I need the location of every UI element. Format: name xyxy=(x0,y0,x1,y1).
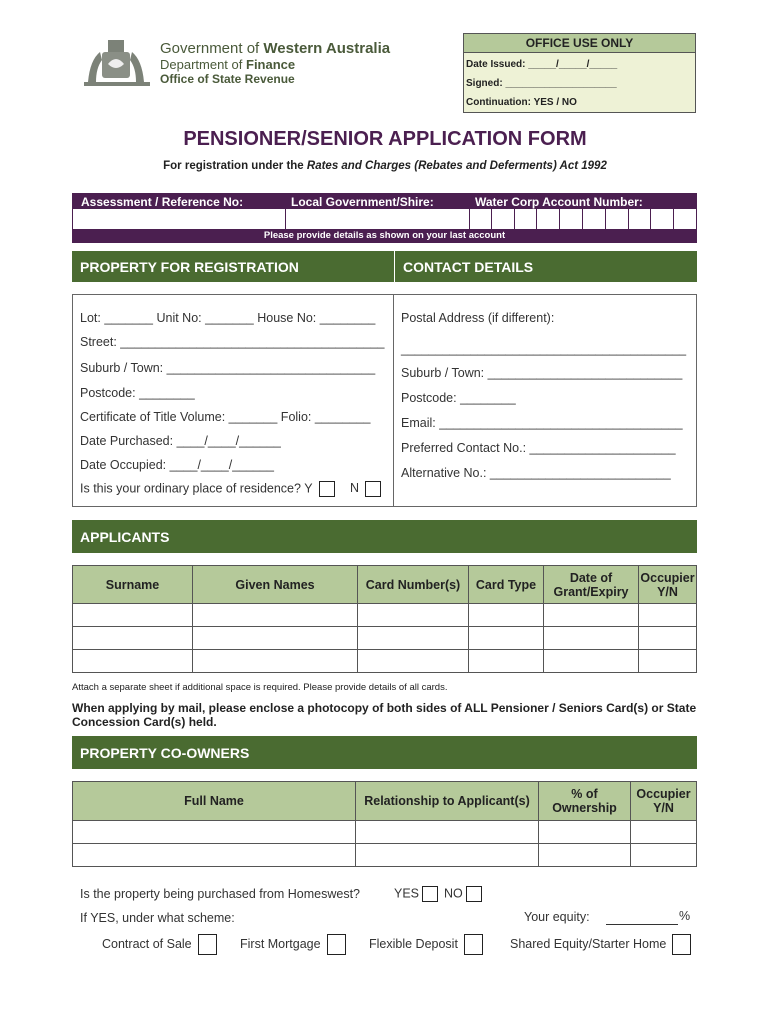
continuation-field[interactable]: Continuation: YES / NO xyxy=(466,97,577,108)
account-note: Please provide details as shown on your last account xyxy=(73,229,696,242)
signed-field[interactable]: Signed: ____________________ xyxy=(466,78,617,89)
applicants-heading: APPLICANTS xyxy=(72,520,697,553)
table-row[interactable] xyxy=(73,604,697,627)
scheme-contract-of-sale: Contract of Sale xyxy=(102,934,217,955)
local-gov-label: Local Government/Shire: xyxy=(291,195,434,209)
preferred-contact-field[interactable]: Preferred Contact No.: _____________________ xyxy=(401,441,676,455)
email-field[interactable]: Email: ___________________________________ xyxy=(401,416,683,430)
col-given-names: Given Names xyxy=(193,566,358,604)
department-name: Department of Finance xyxy=(160,57,296,72)
flexible-deposit-checkbox[interactable] xyxy=(464,934,483,955)
date-occupied-field[interactable]: Date Occupied: ____/____/______ xyxy=(80,458,274,472)
certificate-title-field[interactable]: Certificate of Title Volume: _______ Folio: ________ xyxy=(80,410,371,424)
col-coowner-occupier: Occupier Y/N xyxy=(631,782,697,821)
coowners-table xyxy=(72,781,697,867)
scheme-flexible-deposit: Flexible Deposit xyxy=(369,934,483,955)
office-use-box xyxy=(463,33,696,113)
alternative-contact-field[interactable]: Alternative No.: __________________________ xyxy=(401,466,671,480)
applicants-note: Attach a separate sheet if additional space is required. Please provide details of all cards. xyxy=(72,682,448,693)
property-postcode-field[interactable]: Postcode: ________ xyxy=(80,386,195,400)
account-section xyxy=(72,193,697,243)
form-title: PENSIONER/SENIOR APPLICATION FORM xyxy=(183,128,587,150)
equity-percent: % xyxy=(679,909,691,923)
office-use-title: OFFICE USE ONLY xyxy=(464,34,695,53)
residence-question: Is this your ordinary place of residence? Y N xyxy=(80,481,381,497)
homeswest-no-checkbox[interactable] xyxy=(466,886,482,902)
homeswest-no: NO xyxy=(444,886,482,902)
lot-unit-house-field[interactable]: Lot: _______ Unit No: _______ House No: ________ xyxy=(80,311,376,325)
water-corp-digit-boxes[interactable] xyxy=(469,209,696,229)
assessment-label: Assessment / Reference No: xyxy=(81,195,244,209)
contact-heading: CONTACT DETAILS xyxy=(394,251,697,282)
table-row[interactable] xyxy=(73,627,697,650)
water-corp-label: Water Corp Account Number: xyxy=(475,195,643,209)
date-issued-field[interactable]: Date Issued: _____/_____/_____ xyxy=(466,59,618,70)
contract-of-sale-checkbox[interactable] xyxy=(198,934,217,955)
col-relationship: Relationship to Applicant(s) xyxy=(356,782,539,821)
property-heading: PROPERTY FOR REGISTRATION xyxy=(72,251,394,282)
col-card-type: Card Type xyxy=(469,566,544,604)
scheme-question: If YES, under what scheme: xyxy=(80,911,235,925)
shared-equity-checkbox[interactable] xyxy=(672,934,691,955)
equity-input[interactable] xyxy=(606,924,678,925)
crest-logo xyxy=(78,34,156,90)
residence-no-checkbox[interactable] xyxy=(365,481,381,497)
equity-label: Your equity: xyxy=(524,910,590,924)
table-row[interactable] xyxy=(73,650,697,673)
property-suburb-field[interactable]: Suburb / Town: ______________________________ xyxy=(80,361,376,375)
col-full-name: Full Name xyxy=(73,782,356,821)
homeswest-question: Is the property being purchased from Homeswest? xyxy=(80,887,360,901)
contact-postcode-field[interactable]: Postcode: ________ xyxy=(401,391,516,405)
contact-suburb-field[interactable]: Suburb / Town: ____________________________ xyxy=(401,366,683,380)
first-mortgage-checkbox[interactable] xyxy=(327,934,346,955)
form-subtitle: For registration under the Rates and Charges (Rebates and Deferments) Act 1992 xyxy=(163,160,607,172)
applicants-table xyxy=(72,565,697,673)
local-gov-input[interactable] xyxy=(285,209,470,229)
col-surname: Surname xyxy=(73,566,193,604)
col-grant-expiry: Date of Grant/Expiry xyxy=(544,566,639,604)
office-name: Office of State Revenue xyxy=(160,72,295,86)
street-field[interactable]: Street: ______________________________________ xyxy=(80,335,385,349)
scheme-shared-equity: Shared Equity/Starter Home xyxy=(510,934,691,955)
mail-note: When applying by mail, please enclose a photocopy of both sides of ALL Pensioner / Seniors Card(s) or State Concession Card(s) held. xyxy=(72,701,697,729)
postal-address-label: Postal Address (if different): xyxy=(401,311,555,325)
coowners-heading: PROPERTY CO-OWNERS xyxy=(72,736,697,769)
property-box xyxy=(72,294,394,507)
postal-address-field[interactable]: _________________________________________ xyxy=(401,342,687,356)
residence-yes-checkbox[interactable] xyxy=(319,481,335,497)
table-row[interactable] xyxy=(73,844,697,867)
assessment-input[interactable] xyxy=(73,209,286,229)
homeswest-yes: YES xyxy=(394,886,438,902)
scheme-first-mortgage: First Mortgage xyxy=(240,934,346,955)
col-occupier: Occupier Y/N xyxy=(639,566,697,604)
col-ownership: % of Ownership xyxy=(539,782,631,821)
date-purchased-field[interactable]: Date Purchased: ____/____/______ xyxy=(80,434,281,448)
government-name: Government of Western Australia xyxy=(160,40,391,57)
homeswest-yes-checkbox[interactable] xyxy=(422,886,438,902)
col-card-number: Card Number(s) xyxy=(358,566,469,604)
table-row[interactable] xyxy=(73,821,697,844)
